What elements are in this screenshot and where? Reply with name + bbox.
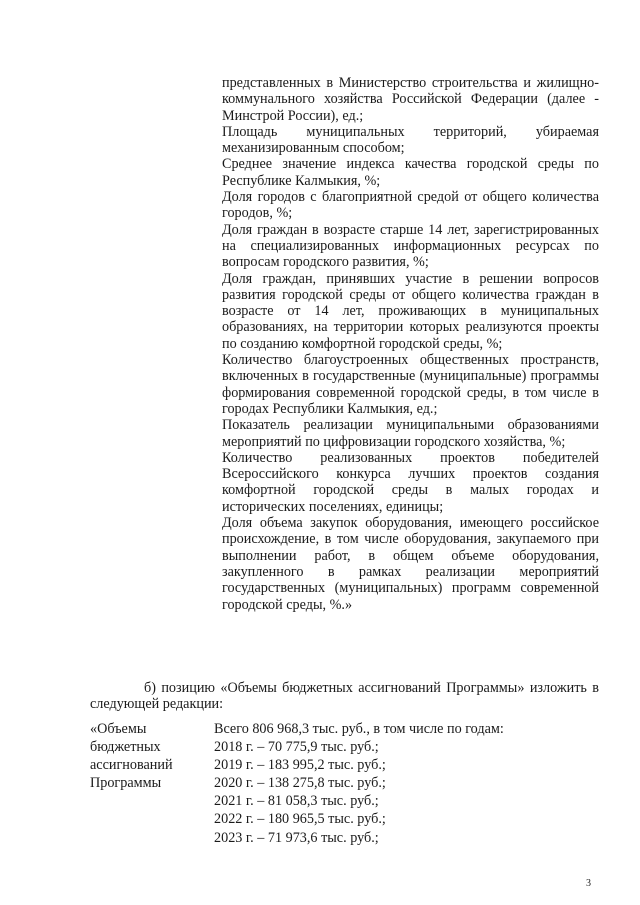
indicator-item: Доля граждан, принявших участие в решении вопросов развития городской среды от общего количества граждан в возрасте от 14 лет, проживающих в муниципальных образованиях, на территории которых реализуются проекты по созданию комфортной городской среды, %; bbox=[222, 270, 599, 352]
indicator-item: Показатель реализации муниципальными образованиями мероприятий по цифровизации городского хозяйства, %; bbox=[222, 417, 599, 450]
page-number: 3 bbox=[586, 878, 591, 889]
budget-total: Всего 806 968,3 тыс. руб., в том числе по годам: bbox=[214, 721, 504, 737]
budget-year-row: 2019 г. – 183 995,2 тыс. руб.; bbox=[214, 757, 386, 774]
indicator-item: Количество благоустроенных общественных пространств, включенных в государственные (муниципальные) программы формирования современной городской среды, в том числе в городах Республики Калмыкия, ед.; bbox=[222, 352, 599, 417]
budget-label-line: Программы bbox=[90, 775, 162, 792]
budget-year-row: 2020 г. – 138 275,8 тыс. руб.; bbox=[214, 775, 386, 792]
budget-year-row: 2022 г. – 180 965,5 тыс. руб.; bbox=[214, 811, 386, 828]
indicator-item: представленных в Министерство строительства и жилищно-коммунального хозяйства Российской Федерации (далее - Минстрой России), ед.; bbox=[222, 75, 599, 124]
amendment-paragraph-b: б) позицию «Объемы бюджетных ассигнований Программы» изложить в следующей редакции: bbox=[90, 680, 599, 713]
budget-label bbox=[90, 720, 208, 792]
budget-year-row: 2023 г. – 71 973,6 тыс. руб.; bbox=[214, 829, 379, 846]
indicator-item: Доля объема закупок оборудования, имеющего российское происхождение, в том числе оборудования, закупаемого при выполнении работ, в общем объеме оборудования, закупленного в рамках реализации мероприятий государственных (муниципальных) программ современной городской среды, %.» bbox=[222, 515, 599, 613]
indicator-item: Доля граждан в возрасте старше 14 лет, зарегистрированных на специализированных информационных ресурсах по вопросам городского развития, %; bbox=[222, 221, 599, 271]
budget-year-row: 2021 г. – 81 058,3 тыс. руб.; bbox=[214, 793, 379, 810]
budget-label-line: «Объемы bbox=[90, 721, 147, 737]
budget-year-row: 2018 г. – 70 775,9 тыс. руб.; bbox=[214, 739, 379, 756]
budget-values bbox=[214, 720, 599, 847]
budget-label-line: бюджетных bbox=[90, 739, 161, 756]
indicator-item: Площадь муниципальных территорий, убираемая механизированным способом; bbox=[222, 123, 599, 157]
indicator-item: Среднее значение индекса качества городской среды по Республике Калмыкия, %; bbox=[222, 156, 599, 189]
program-indicators-list bbox=[222, 75, 599, 613]
indicator-item: Доля городов с благоприятной средой от общего количества городов, %; bbox=[222, 189, 599, 222]
budget-label-line: ассигнований bbox=[90, 757, 173, 774]
indicator-item: Количество реализованных проектов победителей Всероссийского конкурса лучших проектов создания комфортной городской среды в малых городах и исторических поселениях, единицы; bbox=[222, 449, 599, 515]
